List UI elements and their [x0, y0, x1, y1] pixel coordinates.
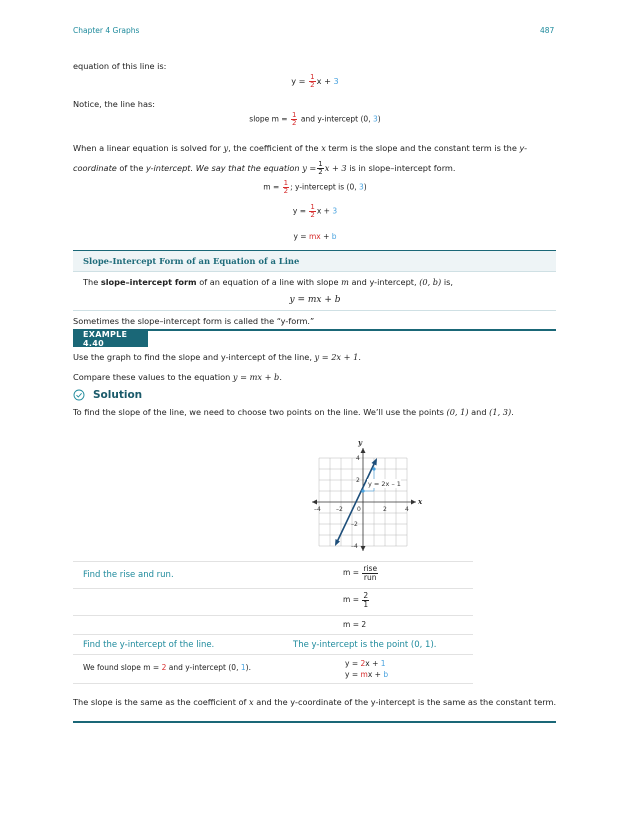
step-label: Find the rise and run.	[83, 570, 174, 580]
slope-fraction: m = $\frac{2}{1}$	[343, 591, 369, 609]
rise-run-formula: m = $\frac{\text{rise}}{\text{run}}$	[343, 564, 378, 582]
equation-comparison: y = 2x + 1 y = mx + b	[345, 659, 389, 679]
graph-ylabel: y	[358, 438, 363, 447]
example-end-rule	[73, 721, 556, 723]
solution-heading: Solution	[73, 389, 142, 401]
found-slope-text: We found slope m = 2 and y-intercept (0, 1).	[83, 663, 251, 672]
page-number: 487	[540, 26, 555, 35]
slope-line: slope m = $\frac{1}{2}$ and y-intercept (0, 3)	[249, 111, 381, 127]
definition-title: Slope-Intercept Form of an Equation of a Line	[73, 251, 556, 271]
solution-text: To find the slope of the line, we need to choose two points on the line. We’ll use the points (0, 1) and (1, 3).	[73, 407, 514, 417]
equation-1: y = $\frac{1}{2}$ x + 3	[291, 73, 339, 89]
table-row	[73, 615, 473, 634]
y-tick-4: 4	[356, 455, 360, 462]
line-graph	[308, 436, 428, 551]
check-circle-icon	[73, 389, 85, 401]
x-tick-0: 0	[357, 506, 361, 513]
intro-line: equation of this line is:	[73, 61, 167, 71]
closing-paragraph: The slope is the same as the coefficient of x and the y-coordinate of the y-intercept is the same as the constant term.	[73, 697, 557, 707]
graph-xlabel: x	[418, 497, 423, 506]
definition-bottom-rule	[73, 310, 556, 311]
table-row	[73, 654, 473, 684]
sometimes-line: Sometimes the slope–intercept form is called the “y-form.”	[73, 316, 315, 326]
graph-line-label: y = 2x – 1	[368, 480, 401, 488]
x-tick-neg4: –4	[314, 506, 321, 513]
x-tick-2: 2	[383, 506, 387, 513]
table-row	[73, 634, 473, 654]
slope-value: m = 2	[343, 620, 367, 629]
definition-text: The slope–intercept form of an equation of a line with slope m and y-intercept, (0, b) is,	[83, 277, 453, 287]
table-row	[73, 561, 473, 588]
summary-line-1: m = $\frac{1}{2}$ ; y-intercept is (0, 3)	[263, 179, 367, 195]
table-row	[73, 588, 473, 615]
definition-formula: y = mx + b	[289, 295, 341, 305]
example-label: EXAMPLE 4.40	[73, 331, 148, 347]
y-tick-neg2: –2	[351, 521, 358, 528]
summary-line-3: y = mx + b	[293, 232, 337, 241]
example-question-1: Use the graph to find the slope and y-intercept of the line, y = 2x + 1.	[73, 352, 361, 362]
step-label: Find the y-intercept of the line.	[83, 640, 215, 650]
paragraph-slope-intercept: When a linear equation is solved for y, the coefficient of the x term is the slope and the constant term is the y-coordinate of the y-intercept. We say that the equation y = $\frac{1}{2}$ x + 3 is in slope–intercept form.	[73, 143, 528, 176]
chapter-header: Chapter 4 Graphs	[73, 26, 140, 35]
y-tick-neg4: –4	[351, 543, 358, 550]
notice-line: Notice, the line has:	[73, 99, 156, 109]
example-question-2: Compare these values to the equation y = mx + b.	[73, 372, 282, 382]
y-tick-2: 2	[356, 477, 360, 484]
x-tick-neg2: –2	[336, 506, 343, 513]
definition-divider	[73, 271, 556, 272]
x-tick-4: 4	[405, 506, 409, 513]
step-result: The y-intercept is the point (0, 1).	[293, 640, 437, 650]
summary-line-2: y = $\frac{1}{2}$ x + 3	[292, 203, 338, 219]
